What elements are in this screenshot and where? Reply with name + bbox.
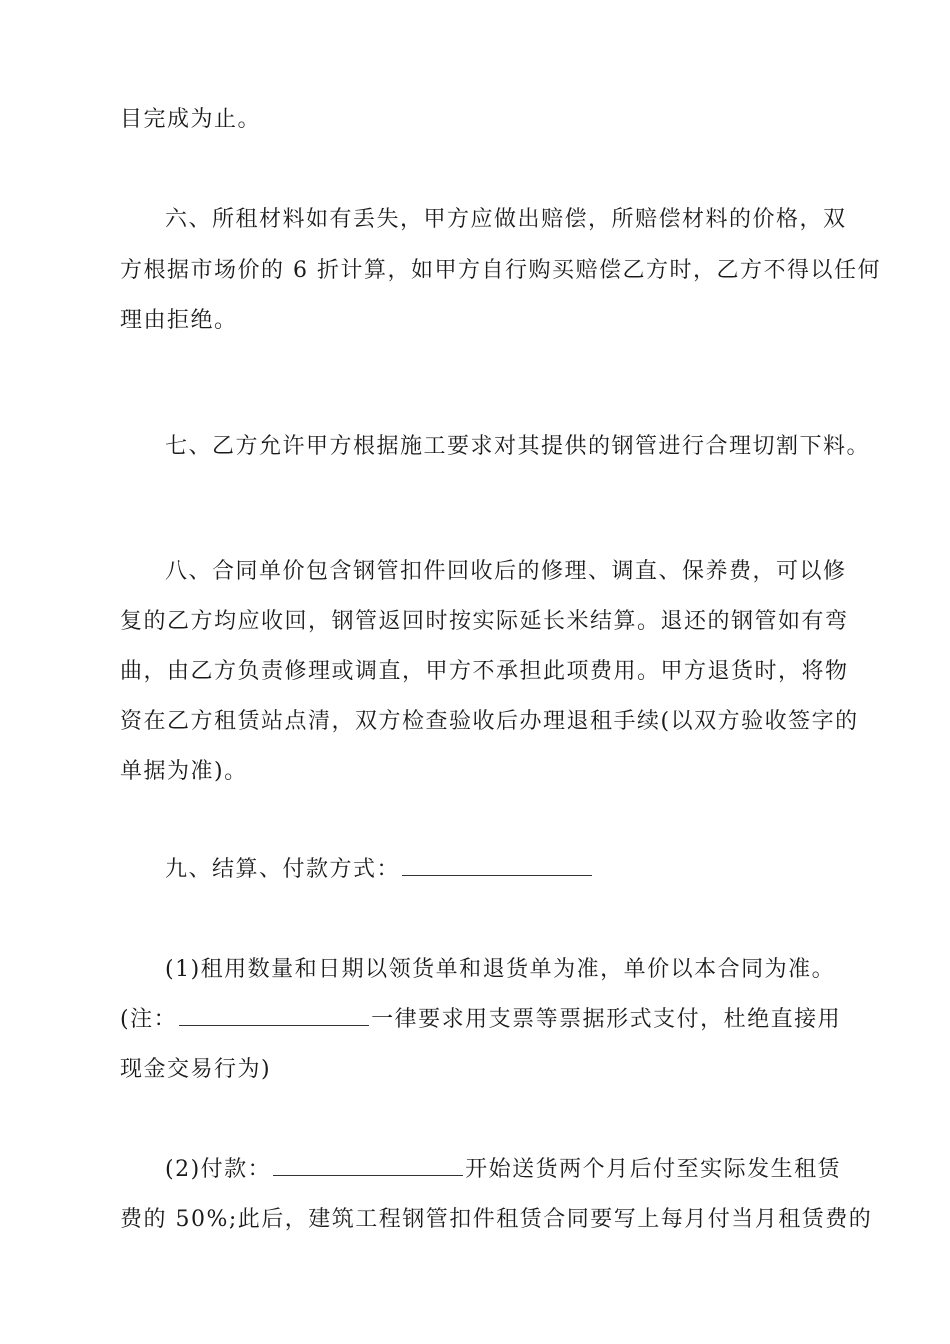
note-text: 一律要求用支票等票据形式支付，杜绝直接用 <box>371 1007 842 1032</box>
item-2-line-1 <box>165 1155 841 1185</box>
paragraph-8-line-1: 八、合同单价包含钢管扣件回收后的修理、调直、保养费，可以修 <box>165 559 847 584</box>
paragraph-6-line-2: 方根据市场价的 6 折计算，如甲方自行购买赔偿乙方时，乙方不得以任何 <box>120 258 881 283</box>
paragraph-7-line-1: 七、乙方允许甲方根据施工要求对其提供的钢管进行合理切割下料。 <box>165 434 871 459</box>
fill-in-blank <box>273 1155 463 1176</box>
section-9-title: 九、结算、付款方式： <box>165 857 401 882</box>
paragraph-8-line-4: 资在乙方租赁站点清，双方检查验收后办理退租手续(以双方验收签字的 <box>120 709 859 734</box>
item-1-line-1: (1)租用数量和日期以领货单和退货单为准，单价以本合同为准。 <box>165 957 836 982</box>
paragraph-6-line-3: 理由拒绝。 <box>120 308 238 333</box>
paragraph-8-line-2: 复的乙方均应收回，钢管返回时按实际延长米结算。退还的钢管如有弯 <box>120 609 849 634</box>
payment-text: 开始送货两个月后付至实际发生租赁 <box>465 1157 842 1182</box>
item-2-line-2: 费的 50%;此后，建筑工程钢管扣件租赁合同要写上每月付当月租赁费的 <box>120 1207 873 1232</box>
fill-in-blank <box>402 855 592 876</box>
item-1-line-2 <box>120 1005 841 1035</box>
paragraph-9-line-1 <box>165 855 594 885</box>
paragraph-8-line-3: 曲，由乙方负责修理或调直，甲方不承担此项费用。甲方退货时，将物 <box>120 659 849 684</box>
fill-in-blank <box>179 1005 369 1026</box>
paragraph-line: 目完成为止。 <box>120 107 262 132</box>
note-prefix: (注： <box>120 1007 178 1032</box>
item-1-line-3: 现金交易行为) <box>120 1057 272 1082</box>
paragraph-8-line-5: 单据为准)。 <box>120 759 248 784</box>
payment-prefix: (2)付款： <box>165 1157 272 1182</box>
paragraph-6-line-1: 六、所租材料如有丢失，甲方应做出赔偿，所赔偿材料的价格，双 <box>165 207 847 232</box>
